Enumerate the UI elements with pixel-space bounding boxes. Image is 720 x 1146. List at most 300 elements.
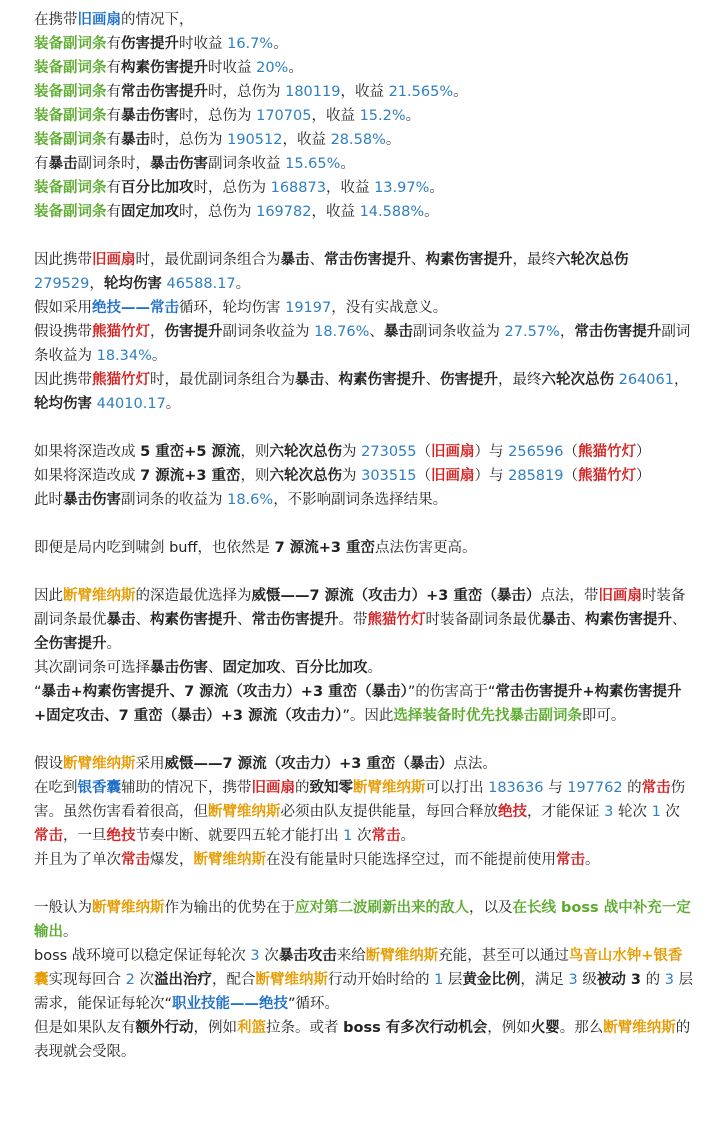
number-value: 18.6% — [227, 492, 274, 508]
text-run: （ — [416, 468, 432, 484]
number-value: 2 — [125, 972, 135, 988]
text-run: 的深造最优选择为 — [135, 588, 252, 604]
highlighted-term: 7 源流+3 重峦 — [274, 540, 376, 556]
number-value: 256596 — [508, 444, 564, 460]
number-value: 27.57% — [504, 324, 560, 340]
highlighted-term: 暴击 — [383, 324, 413, 340]
highlighted-term: 常击伤害提升 — [324, 252, 411, 268]
text-run: ，一旦 — [63, 828, 107, 844]
paragraph — [34, 680, 694, 728]
text-run: （ — [563, 444, 578, 460]
highlighted-term: 轮均伤害 — [34, 396, 92, 412]
text-run: 采用 — [135, 756, 165, 772]
text-run: 时，总伤为 — [208, 84, 286, 100]
highlighted-term: 构素伤害提升 — [150, 612, 237, 628]
text-run: ， — [673, 372, 689, 388]
highlighted-term: 装备副词条 — [34, 60, 107, 76]
text-run: 、 — [425, 372, 440, 388]
paragraph-gap — [34, 728, 694, 752]
highlighted-term: 断臂维纳斯 — [63, 588, 136, 604]
highlighted-term: 六轮次总伤 — [556, 252, 629, 268]
text-run: 的 — [295, 780, 310, 796]
text-run: ）与 — [474, 468, 509, 484]
text-run: 副词条的收益为 — [121, 492, 228, 508]
text-run: 的表现就会受限。 — [34, 1020, 691, 1060]
text-run: 。 — [106, 636, 121, 652]
text-run: 来给 — [336, 948, 366, 964]
paragraph — [34, 464, 694, 488]
text-run: 副词条收益为 — [34, 324, 691, 364]
text-run: 因此 — [34, 588, 63, 604]
number-value: 3 — [568, 972, 578, 988]
paragraph — [34, 1016, 694, 1064]
text-run: 有 — [106, 108, 121, 124]
text-run: 次 — [660, 804, 680, 820]
text-run: 作为输出的优势在于 — [164, 900, 295, 916]
text-run: 、 — [411, 252, 426, 268]
highlighted-term: 常击 — [556, 852, 585, 868]
paragraph — [34, 536, 694, 560]
highlighted-term: 伤害提升 — [121, 36, 179, 52]
text-run: 。 — [424, 204, 439, 220]
text-run: ，收益 — [340, 84, 389, 100]
highlighted-term: 旧画扇 — [77, 12, 121, 28]
number-value: 46588.17 — [166, 276, 236, 292]
highlighted-term: 熊猫竹灯 — [577, 468, 636, 484]
paragraph — [34, 152, 694, 176]
highlighted-term: 暴击攻击 — [278, 948, 337, 964]
highlighted-term: 选择装备时优先找暴击副词条 — [393, 708, 582, 724]
highlighted-term: 伤害提升 — [164, 324, 223, 340]
text-run: 、 — [570, 612, 585, 628]
paragraph — [34, 896, 694, 944]
highlighted-term: 威慑——7 源流（攻击力）+3 重峦（暴击） — [164, 756, 454, 772]
highlighted-term: 伤害提升 — [440, 372, 498, 388]
text-run: 。那么 — [559, 1020, 604, 1036]
highlighted-term: 被动 3 — [596, 972, 641, 988]
text-run: 其次副词条可选择 — [34, 660, 150, 676]
text-run: 假设携带 — [34, 324, 92, 340]
text-run: 在携带 — [34, 12, 78, 28]
text-run: 有 — [34, 156, 49, 172]
text-run: 即可。 — [581, 708, 626, 724]
text-run: ， — [559, 324, 575, 340]
number-value: 21.565% — [388, 84, 454, 100]
paragraph — [34, 944, 694, 1016]
number-value: 18.34% — [96, 348, 152, 364]
text-run: 如果将深造改成 — [34, 468, 141, 484]
text-run: ）与 — [474, 444, 509, 460]
text-run: 为 — [342, 444, 362, 460]
text-run: 、 — [672, 612, 687, 628]
text-run: ，收益 — [282, 132, 331, 148]
text-run: “ — [34, 684, 42, 700]
text-run: 次 — [134, 972, 154, 988]
text-run: 假设 — [34, 756, 63, 772]
number-value: 14.588% — [359, 204, 425, 220]
text-run: ，最终 — [512, 252, 556, 268]
highlighted-term: 断臂维纳斯 — [63, 756, 136, 772]
number-value: 16.7% — [227, 36, 274, 52]
text-run: 。 — [288, 60, 303, 76]
text-run: 级 — [577, 972, 597, 988]
highlighted-term: 常击伤害提升+构素伤害提升+固定攻击、7 重峦（暴击）+3 源流（攻击力） — [34, 684, 682, 724]
text-run: ，收益 — [311, 108, 360, 124]
highlighted-term: 常击伤害提升 — [574, 324, 662, 340]
text-run: 行动开始时给的 — [327, 972, 435, 988]
paragraph — [34, 848, 694, 872]
highlighted-term: 常击 — [371, 828, 401, 844]
highlighted-term: 旧画扇 — [431, 468, 475, 484]
highlighted-term: 旧画扇 — [251, 780, 295, 796]
text-run: 有 — [106, 180, 121, 196]
paragraph — [34, 8, 694, 32]
paragraph — [34, 368, 694, 416]
highlighted-term: 常击 — [121, 852, 150, 868]
text-run: ，没有实战意义。 — [331, 300, 448, 316]
paragraph — [34, 104, 694, 128]
paragraph — [34, 80, 694, 104]
text-run: 、 — [309, 252, 324, 268]
paragraph — [34, 776, 694, 848]
highlighted-term: 断臂维纳斯 — [193, 852, 266, 868]
highlighted-term: 暴击伤害 — [63, 492, 121, 508]
number-value: 170705 — [256, 108, 312, 124]
text-run: 如果将深造改成 — [34, 444, 141, 460]
text-run: 时，最优副词条组合为 — [135, 252, 281, 268]
text-run: boss 战环境可以稳定保证每轮次 — [34, 948, 251, 964]
paragraph — [34, 200, 694, 224]
text-run: 伤害。虽然伤害看着很高，但 — [34, 780, 686, 820]
text-run: 。 — [165, 396, 181, 412]
paragraph — [34, 488, 694, 512]
highlighted-term: 百分比加攻 — [121, 180, 194, 196]
highlighted-term: 装备副词条 — [34, 108, 107, 124]
text-run: 副词条收益为 — [222, 324, 315, 340]
number-value: 279529 — [34, 276, 90, 292]
text-run: ，例如 — [487, 1020, 531, 1036]
paragraph-gap — [34, 560, 694, 584]
text-run: 有 — [106, 132, 121, 148]
text-run: 有 — [106, 84, 121, 100]
paragraph — [34, 440, 694, 464]
text-run: 在没有能量时只能选择空过，而不能提前使用 — [266, 852, 556, 868]
highlighted-term: 断臂维纳斯 — [208, 804, 281, 820]
highlighted-term: 六轮次总伤 — [269, 444, 343, 460]
text-run: 次 — [352, 828, 372, 844]
number-value: 18.76% — [314, 324, 370, 340]
highlighted-term: 旧画扇 — [598, 588, 642, 604]
highlighted-term: boss 有多次行动机会 — [343, 1020, 488, 1036]
highlighted-term: 构素伤害提升 — [585, 612, 672, 628]
highlighted-term: 断臂维纳斯 — [353, 780, 426, 796]
text-run: 。 — [585, 852, 600, 868]
text-run: 。 — [235, 276, 251, 292]
text-run: 节奏中断、就要四五轮才能打出 — [135, 828, 344, 844]
number-value: 169782 — [256, 204, 312, 220]
text-run: ，例如 — [193, 1020, 237, 1036]
text-run: ， — [89, 276, 104, 292]
highlighted-term: 利篮 — [237, 1020, 266, 1036]
text-run: （ — [416, 444, 432, 460]
number-value: 303515 — [361, 468, 417, 484]
text-run: 在吃到 — [34, 780, 78, 796]
number-value: 44010.17 — [96, 396, 166, 412]
highlighted-term: 火婴 — [530, 1020, 560, 1036]
highlighted-term: 暴击 — [106, 612, 136, 628]
highlighted-term: 常击伤害提升 — [251, 612, 339, 628]
number-value: 190512 — [227, 132, 283, 148]
text-run: 的 — [622, 780, 642, 796]
text-run: 时，总伤为 — [193, 180, 271, 196]
text-run: 时，总伤为 — [150, 132, 228, 148]
text-run: ，收益 — [311, 204, 360, 220]
number-value: 15.2% — [359, 108, 406, 124]
text-run: ， — [150, 324, 165, 340]
text-run: 一般认为 — [34, 900, 92, 916]
highlighted-term: 旧画扇 — [431, 444, 475, 460]
text-run: 。 — [151, 348, 167, 364]
highlighted-term: 常击伤害提升 — [121, 84, 208, 100]
text-run: ，配合 — [211, 972, 256, 988]
highlighted-term: 绝技——常击 — [92, 300, 179, 316]
text-run: 、 — [280, 660, 295, 676]
text-run: 为 — [342, 468, 362, 484]
number-value: 197762 — [567, 780, 623, 796]
text-run: ”的伤害高于“ — [407, 684, 496, 700]
highlighted-term: 断臂维纳斯 — [365, 948, 439, 964]
text-run: 副词条收益 — [208, 156, 286, 172]
text-run: ） — [635, 444, 651, 460]
text-run: 。 — [405, 108, 421, 124]
text-run: 。 — [367, 660, 382, 676]
paragraph — [34, 128, 694, 152]
text-run: 必须由队友提供能量，每回合释放 — [280, 804, 498, 820]
highlighted-term: 固定加攻 — [222, 660, 281, 676]
text-run: 。 — [385, 132, 401, 148]
number-value: 15.65% — [285, 156, 341, 172]
paragraph-gap — [34, 416, 694, 440]
number-value: 3 — [250, 948, 260, 964]
text-run: 、 — [135, 612, 150, 628]
paragraph — [34, 56, 694, 80]
text-run: 因此携带 — [34, 252, 92, 268]
highlighted-term: 常击 — [34, 828, 63, 844]
text-run: 。 — [340, 156, 355, 172]
highlighted-term: 旧画扇 — [92, 252, 136, 268]
text-run: 可以打出 — [425, 780, 489, 796]
highlighted-term: 溢出治疗 — [153, 972, 212, 988]
highlighted-term: 熊猫竹灯 — [577, 444, 636, 460]
text-run: 。 — [429, 180, 444, 196]
highlighted-term: 构素伤害提升 — [338, 372, 426, 388]
text-run: ，最终 — [498, 372, 542, 388]
text-run: 副词条时， — [77, 156, 150, 172]
paragraph — [34, 320, 694, 368]
paragraph — [34, 584, 694, 656]
number-value: 19197 — [285, 300, 332, 316]
text-run: ，不影响副词条选择结果。 — [273, 492, 448, 508]
text-run: ，则 — [240, 444, 270, 460]
highlighted-term: 熊猫竹灯 — [92, 324, 150, 340]
text-run: ，以及 — [469, 900, 513, 916]
text-run: 层需求，能保证每轮次“ — [34, 972, 694, 1012]
text-run: 、 — [369, 324, 384, 340]
number-value: 3 — [664, 972, 674, 988]
highlighted-term: 暴击 — [48, 156, 78, 172]
text-run: ） — [635, 468, 651, 484]
text-run: ”循环。 — [288, 996, 340, 1012]
text-run: ”。因此 — [342, 708, 394, 724]
paragraph-gap — [34, 872, 694, 896]
text-run: 轮次 — [613, 804, 652, 820]
highlighted-term: 轮均伤害 — [103, 276, 162, 292]
text-run: 、 — [208, 660, 223, 676]
text-run: 辅助的情况下，携带 — [121, 780, 252, 796]
text-run: 点法，带 — [540, 588, 599, 604]
number-value: 168873 — [270, 180, 326, 196]
text-run: 点法。 — [453, 756, 497, 772]
paragraph — [34, 32, 694, 56]
text-run: 并且为了单次 — [34, 852, 121, 868]
paragraph — [34, 176, 694, 200]
text-run: 时，最优副词条组合为 — [150, 372, 295, 388]
highlighted-term: 黄金比例 — [462, 972, 521, 988]
highlighted-term: 断臂维纳斯 — [603, 1020, 676, 1036]
highlighted-term: 威慑——7 源流（攻击力）+3 重峦（暴击） — [251, 588, 541, 604]
highlighted-term: 装备副词条 — [34, 36, 107, 52]
text-run: 有 — [106, 36, 121, 52]
paragraph — [34, 752, 694, 776]
text-run: 。 — [273, 36, 288, 52]
text-run: 因此携带 — [34, 372, 92, 388]
highlighted-term: 装备副词条 — [34, 132, 107, 148]
highlighted-term: 固定加攻 — [121, 204, 179, 220]
text-run: 此时 — [34, 492, 63, 508]
text-run: （ — [563, 468, 578, 484]
number-value: 273055 — [361, 444, 417, 460]
number-value: 20% — [256, 60, 289, 76]
text-run: 层 — [443, 972, 463, 988]
text-run: 拉条。或者 — [266, 1020, 344, 1036]
number-value: 1 — [651, 804, 661, 820]
text-run: ，才能保证 — [527, 804, 605, 820]
text-run: 但是如果队友有 — [34, 1020, 136, 1036]
highlighted-term: 5 重峦+5 源流 — [140, 444, 241, 460]
number-value: 285819 — [508, 468, 564, 484]
text-run: 充能，甚至可以通过 — [438, 948, 569, 964]
highlighted-term: 六轮次总伤 — [541, 372, 614, 388]
highlighted-term: 六轮次总伤 — [269, 468, 343, 484]
highlighted-term: 在长线 boss 战中补充一定输出 — [34, 900, 691, 940]
highlighted-term: 7 源流+3 重峦 — [140, 468, 241, 484]
text-run: 与 — [543, 780, 568, 796]
number-value: 264061 — [618, 372, 674, 388]
highlighted-term: 暴击 — [280, 252, 310, 268]
highlighted-term: 装备副词条 — [34, 84, 107, 100]
text-run: 假如采用 — [34, 300, 92, 316]
highlighted-term: 暴击伤害 — [121, 108, 179, 124]
paragraph-gap — [34, 512, 694, 536]
number-value: 183636 — [488, 780, 544, 796]
highlighted-term: 银香囊 — [77, 780, 121, 796]
text-run: 副词条收益为 — [412, 324, 505, 340]
highlighted-term: 绝技 — [498, 804, 527, 820]
number-value: 3 — [604, 804, 614, 820]
highlighted-term: 断臂维纳斯 — [255, 972, 328, 988]
highlighted-term: 暴击 — [121, 132, 150, 148]
text-run: 时，总伤为 — [179, 108, 257, 124]
highlighted-term: 熊猫竹灯 — [92, 372, 150, 388]
text-run: 。 — [400, 828, 415, 844]
number-value: 1 — [434, 972, 444, 988]
text-run: 时装备副词条最优 — [34, 588, 686, 628]
text-run: 、 — [324, 372, 339, 388]
highlighted-term: 断臂维纳斯 — [92, 900, 165, 916]
text-run: 的 — [641, 972, 665, 988]
text-run: 循环，轮均伤害 — [179, 300, 286, 316]
text-run: 有 — [106, 60, 121, 76]
text-run: 即便是局内吃到啸剑 buff，也依然是 — [34, 540, 275, 556]
highlighted-term: 装备副词条 — [34, 204, 107, 220]
highlighted-term: 绝技 — [106, 828, 136, 844]
text-run: 时装备副词条最优 — [425, 612, 542, 628]
number-value: 28.58% — [330, 132, 386, 148]
highlighted-term: 应对第二波刷新出来的敌人 — [295, 900, 469, 916]
text-run: 时收益 — [179, 36, 228, 52]
text-run: 、 — [237, 612, 252, 628]
paragraph — [34, 656, 694, 680]
text-run: ，则 — [240, 468, 270, 484]
highlighted-term: 暴击伤害 — [150, 660, 208, 676]
number-value: 1 — [343, 828, 353, 844]
paragraph — [34, 296, 694, 320]
text-run: 时，总伤为 — [179, 204, 257, 220]
highlighted-term: 装备副词条 — [34, 180, 107, 196]
text-run: 。 — [453, 84, 468, 100]
text-run: ，满足 — [520, 972, 569, 988]
number-value: 180119 — [285, 84, 341, 100]
text-run: 。带 — [338, 612, 368, 628]
highlighted-term: 暴击 — [541, 612, 571, 628]
highlighted-term: 常击 — [641, 780, 671, 796]
highlighted-term: 百分比加攻 — [295, 660, 368, 676]
text-run: 点法伤害更高。 — [375, 540, 477, 556]
highlighted-term: 熊猫竹灯 — [367, 612, 426, 628]
text-run: 爆发， — [150, 852, 194, 868]
highlighted-term: 额外行动 — [135, 1020, 194, 1036]
text-run: 的情况下， — [121, 12, 194, 28]
text-run: ，收益 — [325, 180, 375, 196]
text-run: 。 — [63, 924, 78, 940]
text-run: 次 — [259, 948, 279, 964]
highlighted-term: 构素伤害提升 — [425, 252, 513, 268]
highlighted-term: 致知零 — [309, 780, 353, 796]
number-value: 13.97% — [374, 180, 430, 196]
highlighted-term: 构素伤害提升 — [121, 60, 208, 76]
highlighted-term: 暴击 — [295, 372, 324, 388]
highlighted-term: 鸟音山水钟+银香囊 — [34, 948, 683, 988]
text-run: 实现每回合 — [48, 972, 126, 988]
highlighted-term: 暴击+构素伤害提升、7 源流（攻击力）+3 重峦（暴击） — [41, 684, 408, 700]
paragraph-gap — [34, 224, 694, 248]
highlighted-term: 职业技能——绝技 — [172, 996, 289, 1012]
text-run: 时收益 — [208, 60, 257, 76]
text-run: 有 — [106, 204, 121, 220]
paragraph — [34, 248, 694, 296]
highlighted-term: 暴击伤害 — [150, 156, 208, 172]
highlighted-term: 全伤害提升 — [34, 636, 107, 652]
